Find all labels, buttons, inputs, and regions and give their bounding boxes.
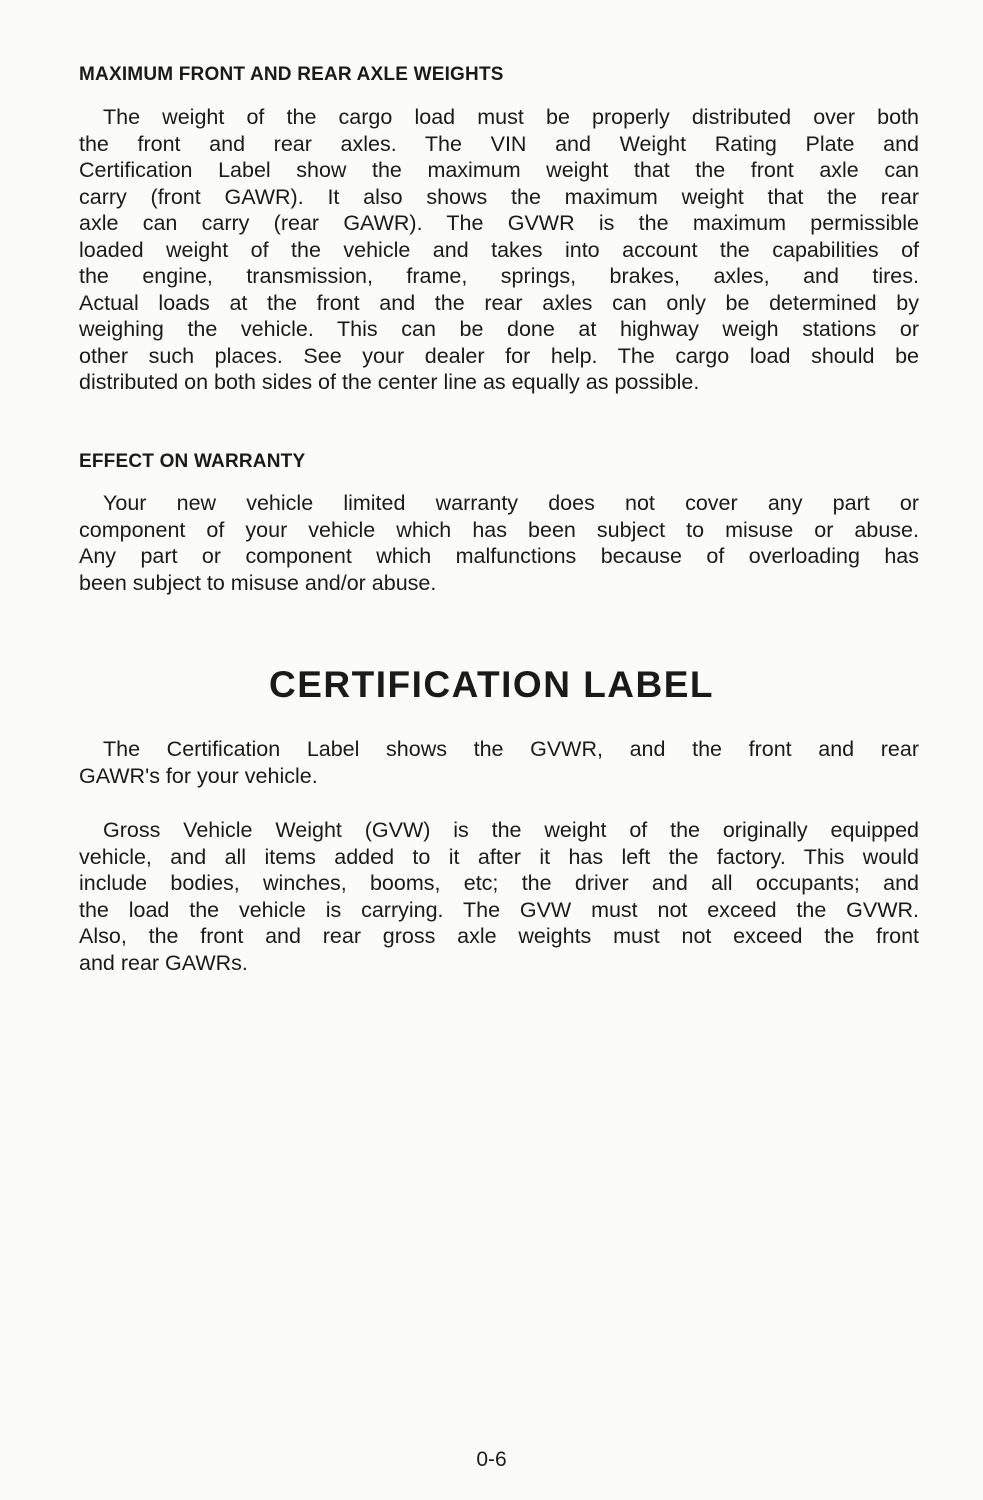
- text-line: include bodies, winches, booms, etc; the driver and all occupants; and: [79, 871, 919, 895]
- text-line: axle can carry (rear GAWR). The GVWR is the maximum permissible: [79, 211, 919, 235]
- text-line: Certification Label show the maximum weight that the front axle can: [79, 158, 919, 182]
- text-line: the load the vehicle is carrying. The GVW must not exceed the GVWR.: [79, 897, 919, 922]
- text-line: Any part or component which malfunctions because of overloading has: [79, 544, 919, 568]
- text-line: weighing the vehicle. This can be done at highway weigh stations or: [79, 317, 919, 341]
- text-line: vehicle, and all items added to it after it has left the factory. This would: [79, 844, 919, 869]
- text-line: Gross Vehicle Weight (GVW) is the weight of the originally equipped: [103, 818, 919, 842]
- text-line: loaded weight of the vehicle and takes into account the capabilities of: [79, 237, 919, 262]
- text-line: other such places. See your dealer for help. The cargo load should be: [79, 343, 919, 368]
- paragraph-warranty: [79, 490, 919, 596]
- section-heading-axle-weights: MAXIMUM FRONT AND REAR AXLE WEIGHTS: [79, 64, 504, 85]
- section-heading-warranty: EFFECT ON WARRANTY: [79, 451, 306, 472]
- text-line: the front and rear axles. The VIN and Weight Rating Plate and: [79, 131, 919, 156]
- text-line: The Certification Label shows the GVWR, and the front and rear: [103, 737, 919, 761]
- text-line: distributed on both sides of the center line as equally as possible.: [79, 370, 700, 394]
- text-line: Your new vehicle limited warranty does not cover any part or: [103, 491, 919, 515]
- text-line: GAWR's for your vehicle.: [79, 763, 318, 788]
- text-line: carry (front GAWR). It also shows the maximum weight that the rear: [79, 184, 919, 209]
- text-line: Actual loads at the front and the rear axles can only be determined by: [79, 290, 919, 315]
- paragraph-certification-label: [79, 736, 919, 789]
- paragraph-gvw: [79, 817, 919, 976]
- text-line: been subject to misuse and/or abuse.: [79, 570, 437, 595]
- text-line: The weight of the cargo load must be properly distributed over both: [103, 105, 919, 129]
- text-line: and rear GAWRs.: [79, 950, 248, 975]
- page-number: 0-6: [476, 1448, 507, 1471]
- text-line: the engine, transmission, frame, springs, brakes, axles, and tires.: [79, 264, 919, 288]
- text-line: component of your vehicle which has been subject to misuse or abuse.: [79, 517, 919, 542]
- page-title: CERTIFICATION LABEL: [268, 664, 715, 705]
- paragraph-axle-weights: [79, 104, 919, 396]
- text-line: Also, the front and rear gross axle weights must not exceed the front: [79, 924, 919, 948]
